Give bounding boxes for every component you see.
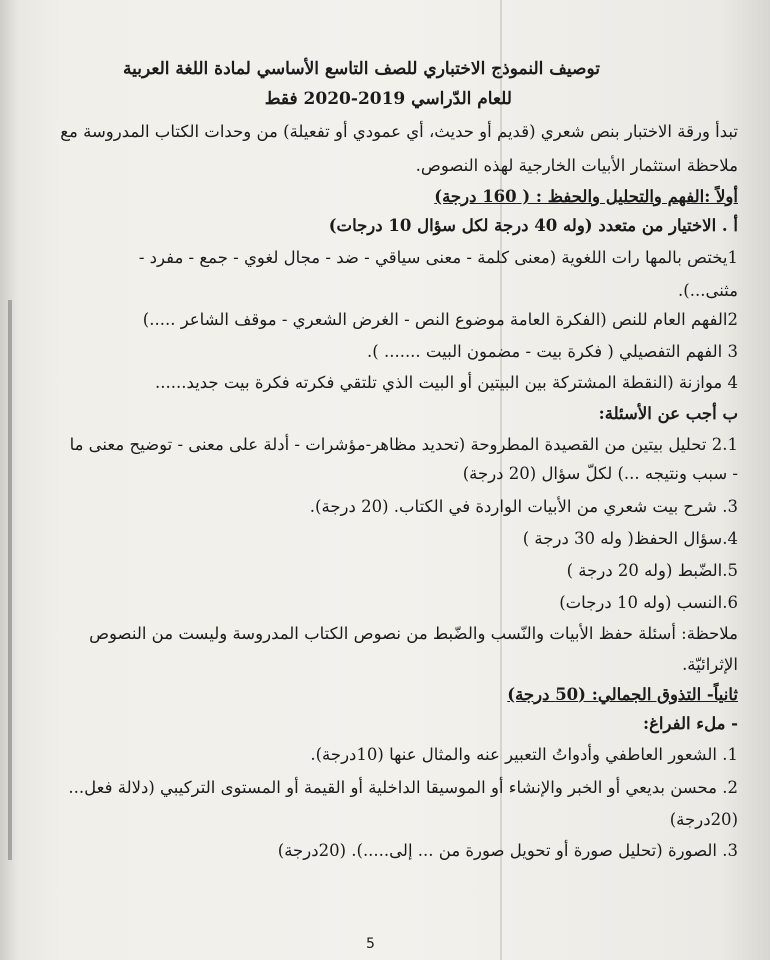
section-1-heading: أولاً :الفهم والتحليل والحفظ : ( 160 درجة) [434, 187, 738, 206]
part-b-heading: ب أجب عن الأسئلة: [598, 404, 738, 423]
item-c3: 3. الصورة (تحليل صورة أو تحويل صورة من ... إلى.....). (20درجة) [277, 841, 738, 860]
page-number: 5 [366, 936, 375, 952]
item-a3: 3 الفهم التفصيلي ( فكرة بيت - مضمون البيت ....... ). [367, 342, 738, 361]
item-a4: 4 موازنة (النقطة المشتركة بين البيتين أو البيت الذي تلتقي فكرته فكرة بيت جديد...... [155, 373, 738, 392]
item-a2: 2الفهم العام للنص (الفكرة العامة موضوع النص - الغرض الشعري - موقف الشاعر .....) [142, 310, 738, 329]
document-title: توصيف النموذج الاختباري للصف التاسع الأساسي لمادة اللغة العربية [123, 59, 600, 79]
part-a-heading: أ . الاختيار من متعدد (وله 40 درجة لكل سؤال 10 درجات) [328, 216, 738, 235]
item-c2-line-1: 2. محسن بديعي أو الخبر والإنشاء أو الموسيقا الداخلية أو القيمة أو المستوى التركيبي (دلالة فعل... [68, 778, 738, 797]
item-b6: 6.النسب (وله 10 درجات) [559, 593, 738, 612]
fill-blank-heading: - ملء الفراغ: [642, 714, 738, 733]
note-line-1: ملاحظة: أسئلة حفظ الأبيات والنّسب والضّبط من نصوص الكتاب المدروسة وليست من النصوص [89, 624, 738, 643]
intro-line-2: ملاحظة استثمار الأبيات الخارجية لهذه النصوص. [415, 156, 738, 175]
item-a1-line-1: 1يختص بالمها رات اللغوية (معنى كلمة - معنى سياقي - ضد - مجال لغوي - جمع - مفرد - [138, 248, 738, 267]
intro-line-1: تبدأ ورقة الاختبار بنص شعري (قديم أو حديث، أي عمودي أو تفعيلة) من وحدات الكتاب المدروسة مع [60, 122, 738, 141]
item-c1: 1. الشعور العاطفي وأدواتُ التعبير عنه والمثال عنها (10درجة). [310, 745, 738, 764]
note-line-2: الإثرائيّة. [682, 655, 738, 674]
item-b5: 5.الضّبط (وله 20 درجة ) [566, 561, 738, 580]
section-2-heading: ثانياً- التذوق الجمالي: (50 درجة) [507, 685, 738, 704]
item-b3: 3. شرح بيت شعري من الأبيات الواردة في الكتاب. (20 درجة). [309, 497, 738, 516]
item-b1-line-1: 2.1 تحليل بيتين من القصيدة المطروحة (تحديد مظاهر-مؤشرات - أدلة على معنى - توضيح معنى ما [69, 435, 738, 454]
page-edge-shadow [8, 300, 12, 860]
document-subtitle: للعام الدّراسي 2019-2020 فقط [264, 89, 512, 109]
item-b4: 4.سؤال الحفظ( وله 30 درجة ) [522, 529, 738, 548]
item-c2-line-2: (20درجة) [669, 810, 738, 829]
item-b1-line-2: - سبب ونتيجه ...) لكلّ سؤال (20 درجة) [462, 464, 738, 483]
item-a1-line-2: مثنى...). [678, 281, 738, 300]
